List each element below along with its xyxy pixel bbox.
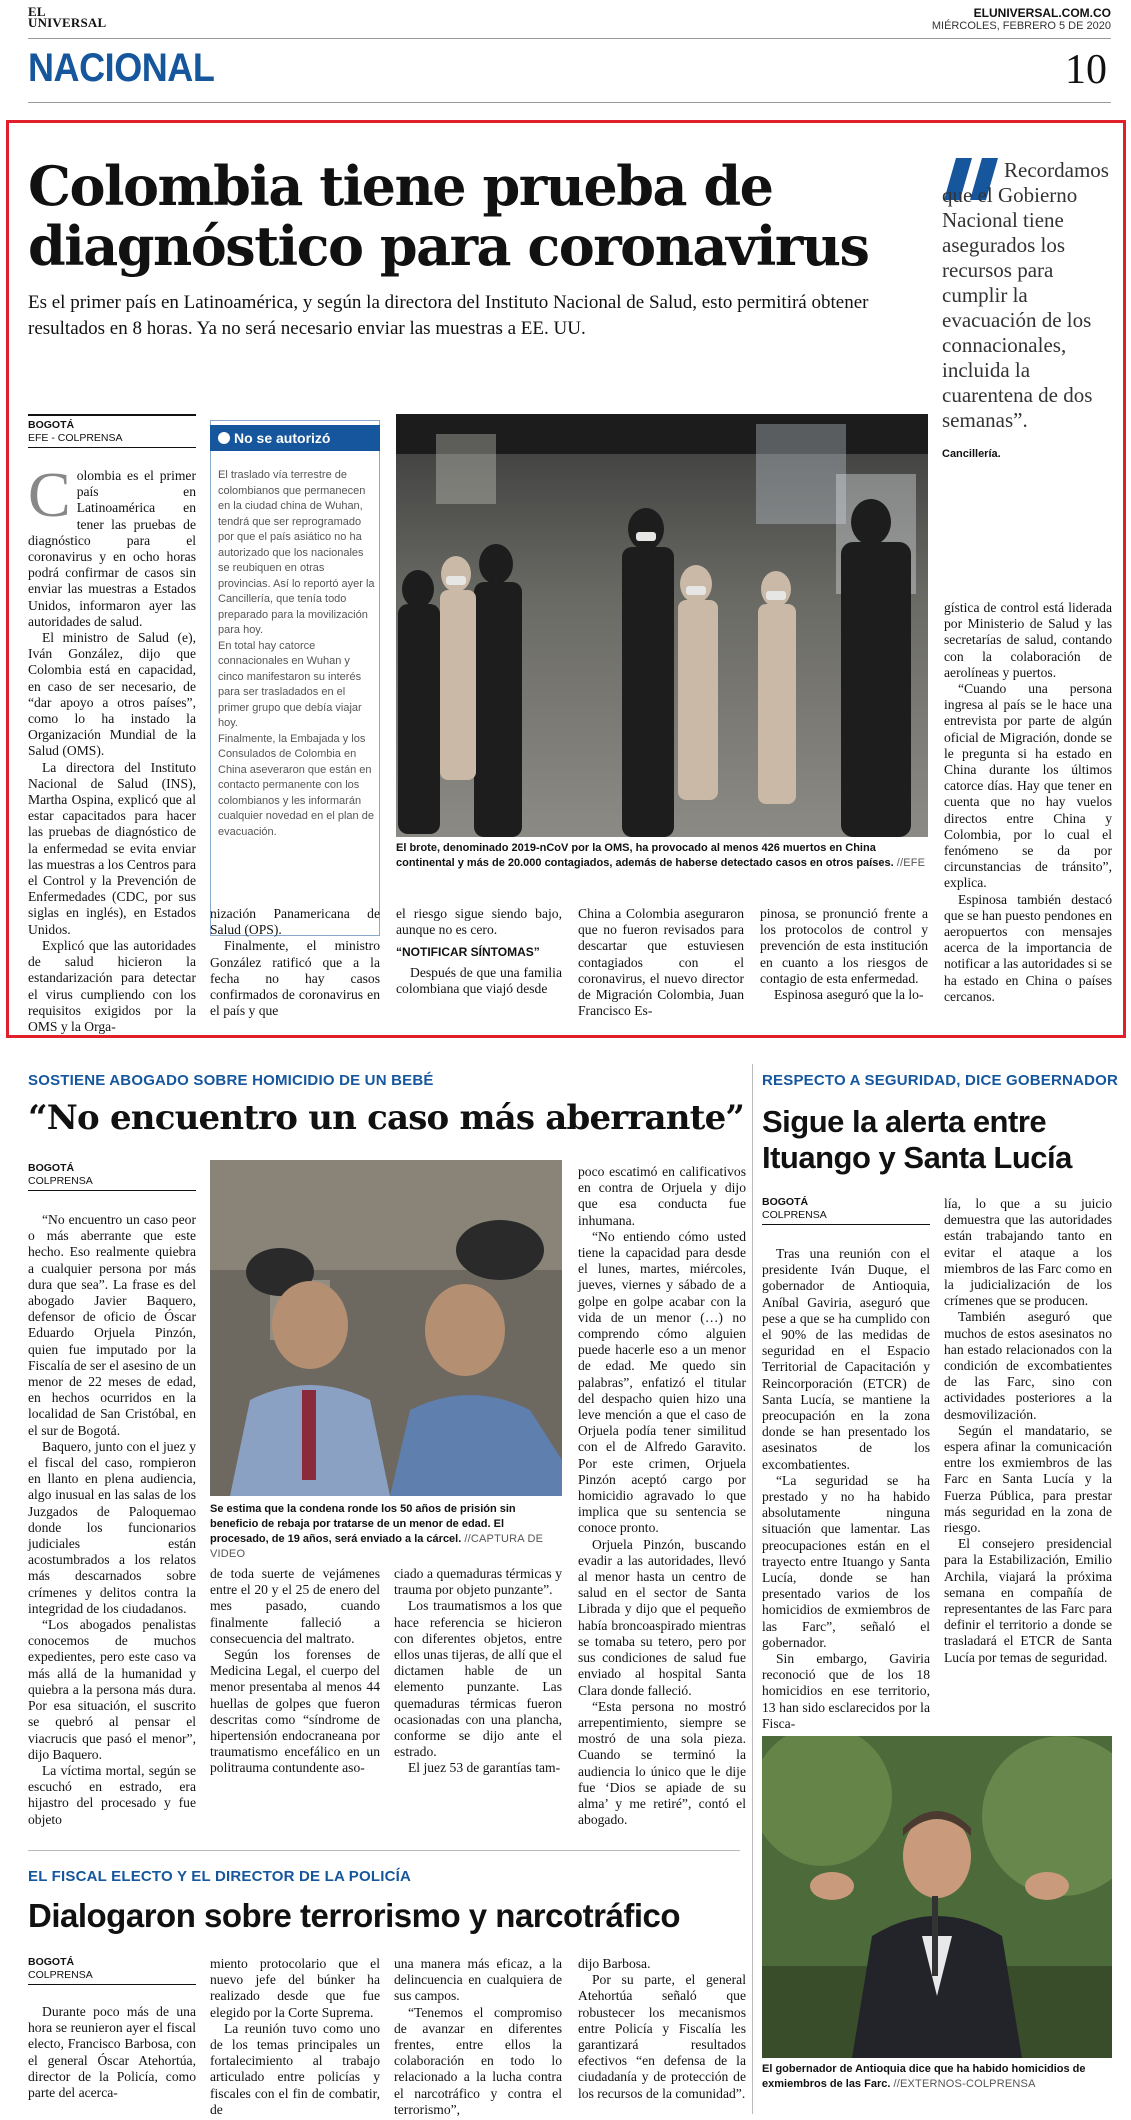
pull-quote-source: Cancillería. bbox=[942, 448, 1001, 460]
story2-column-1 bbox=[28, 1212, 196, 1828]
story3-headline: Sigue la alerta entre Ituango y Santa Lucía bbox=[762, 1104, 1072, 1175]
lead-paragraph: Después de que una familia colombiana que viajó desde bbox=[396, 964, 562, 996]
byline-city: BOGOTÁ bbox=[28, 419, 75, 431]
story4-column-4 bbox=[578, 1956, 746, 2102]
lead-column-4 bbox=[578, 906, 744, 1019]
byline-underline bbox=[28, 1984, 196, 1985]
story2-paragraph: Orjuela Pinzón, buscando evadir a las autoridades, llevó al menor hasta un centro de salud en el sector de Santa Librada y dijo que el pequeño había broncoaspirado mientras se tomaba su tetero, pero por sus condiciones de salud fue enviado al hospital Santa Clara donde falleció. bbox=[578, 1536, 746, 1698]
story3-photo-caption bbox=[762, 2062, 1112, 2092]
story4-column-2 bbox=[210, 1956, 380, 2118]
lead-byline bbox=[28, 414, 196, 448]
story4-column-1 bbox=[28, 2004, 196, 2101]
photo-credit: //CAPTURA DE VIDEO bbox=[210, 1533, 544, 1560]
lead-paragraph-4: Explicó que las autoridades de salud hicieron la estandarización para detectar el virus cumpliendo con los requisitos exigidos por la OMS y la Orga- bbox=[28, 937, 196, 1034]
byline-rule bbox=[28, 414, 196, 416]
byline-underline bbox=[28, 447, 196, 448]
story4-paragraph: La reunión tuvo como uno de los temas principales un fortalecimiento al trabajo articulado entre policías y fiscales con el fin de combatir, de bbox=[210, 2020, 380, 2117]
story4-kicker: EL FISCAL ELECTO Y EL DIRECTOR DE LA POLICÍA bbox=[28, 1868, 412, 1885]
story4-paragraph: “Tenemos el compromiso de avanzar en diferentes frentes, entre ellos la colaboración en todo lo relacionado a la lucha contra el narcotráfico y contra el terrorismo”, bbox=[394, 2004, 562, 2117]
logo-line-1: EL bbox=[28, 4, 46, 19]
byline-underline bbox=[28, 1190, 196, 1191]
byline-agency: COLPRENSA bbox=[28, 1969, 93, 1981]
story2-column-4 bbox=[578, 1164, 746, 1828]
governor-portrait-image bbox=[762, 1736, 1112, 2058]
lead-paragraph: Espinosa también destacó que se han puesto pendones en aeropuertos con mensajes acerca de la importancia de notificar a las autoridades si se ha estado en China o países cercanos. bbox=[944, 891, 1112, 1004]
story3-paragraph: Según el mandatario, se espera afinar la comunicación entre los exmiembros de las Farc en Santa Lucía y la Fuerza Pública, para prestar más seguridad en la zona de riesgo. bbox=[944, 1422, 1112, 1536]
byline-underline bbox=[762, 1224, 930, 1225]
story4-paragraph: una manera más eficaz, a la delincuencia en cualquiera de sus campos. bbox=[394, 1956, 562, 2004]
story2-column-2 bbox=[210, 1566, 380, 1777]
byline-city: BOGOTÁ bbox=[762, 1196, 809, 1208]
lead-paragraph-1 bbox=[28, 459, 196, 630]
lead-photo-caption bbox=[396, 841, 928, 871]
story2-photo bbox=[210, 1160, 562, 1496]
lead-paragraph-1-text: olombia es el primer país en Latinoamérica en tener las pruebas de diagnóstico para el coronavirus y en ocho horas podrá confirmar de casos sin enviar las muestras a Estados Unidos, informaron ayer las autoridades de salud. bbox=[28, 468, 196, 629]
story4-byline bbox=[28, 1956, 196, 1985]
byline-agency: EFE - COLPRENSA bbox=[28, 432, 123, 444]
story4-paragraph: dijo Barbosa. bbox=[578, 1956, 651, 1971]
story3-paragraph: También aseguró que muchos de estos asesinatos no han estado relacionados con la condición de excombatientes de las Farc, sino con actividades posteriores a la desmovilización. bbox=[944, 1309, 1112, 1422]
lead-paragraph: pinosa, se pronunció frente a los protocolos de control y prevención de esta institución en cuanto a los riesgos de contagio de esta enfermedad. bbox=[760, 906, 928, 986]
lead-paragraph: China a Colombia aseguraron que no fueron revisados para descartar que estuviesen contagiados con el coronavirus, el nuevo director de Migración Colombia, Juan Francisco Es- bbox=[578, 906, 744, 1019]
story3-column-2 bbox=[944, 1196, 1112, 1666]
lead-paragraph-2: El ministro de Salud (e), Iván González, dijo que Colombia está en capacidad, en caso de ser necesario, de “dar apoyo a otros países”, como lo ha instado la Organización Mundial de la Salud (OMS). bbox=[28, 630, 196, 759]
lead-paragraph: nización Panamericana de Salud (OPS). bbox=[210, 906, 380, 938]
bullet-icon bbox=[218, 432, 230, 444]
story2-paragraph: “No entiendo cómo usted tiene la capacidad para desde el lunes, martes, miércoles, jueves, viernes y sábado de a golpe en golpe acabar con la vida de un menor (…) no comprendo cómo alguien puede hacerle eso a un menor de edad. Me quedo sin palabras”, enfatizó el titular del despacho quien hizo una leve mención a que el caso de Orjuela podía tener similitud con el de Alfredo Garavito. Por este crimen, Orjuela Pinzón aceptó cargo por homicidio agravado lo que implica que su sentencia se conoce pronto. bbox=[578, 1228, 746, 1536]
story2-headline: “No encuentro un caso más aberrante” bbox=[28, 1098, 745, 1138]
story2-byline bbox=[28, 1162, 196, 1191]
sidebar-title: No se autorizó bbox=[234, 430, 331, 446]
byline-agency: COLPRENSA bbox=[28, 1175, 93, 1187]
story3-photo bbox=[762, 1736, 1112, 2058]
lead-column-5 bbox=[760, 906, 928, 1003]
story4-paragraph: Durante poco más de una hora se reunieron ayer el fiscal electo, Francisco Barbosa, con el general Óscar Atehortúa, director de la Policía, como parte del acerca- bbox=[28, 2004, 196, 2101]
page-number: 10 bbox=[1065, 47, 1107, 93]
lead-column-6 bbox=[944, 600, 1112, 1005]
courtroom-image bbox=[210, 1160, 562, 1496]
story2-photo-caption bbox=[210, 1502, 562, 1562]
sidebar-header bbox=[210, 425, 380, 451]
logo-line-2: UNIVERSAL bbox=[28, 15, 107, 30]
caption-text: El brote, denominado 2019-nCoV por la OMS, ha provocado al menos 426 muertos en China continental y más de 20.000 contagiados, además de haberse detectado casos en otros países. bbox=[396, 842, 894, 869]
lead-paragraph: Finalmente, el ministro González ratificó que a la fecha no hay casos confirmados de coronavirus en el país y que bbox=[210, 938, 380, 1019]
sidebar-paragraph: El traslado vía terrestre de colombianos que permanecen en la ciudad china de Wuhan, tendrá que ser reprogramado por que el país asiático no ha autorizado que los nacionales se reubiquen en otras provincias. Así lo reportó ayer la Cancillería, que tenía todo preparado para la movilización para hoy. bbox=[218, 469, 375, 636]
story2-paragraph: de toda suerte de vejámenes entre el 20 y el 25 de enero del mes pasado, cuando finalmente falleció a consecuencia del maltrato. bbox=[210, 1566, 380, 1646]
story2-paragraph: La víctima mortal, según se escuchó en estrado, era hijastro del procesado y fue objeto bbox=[28, 1762, 196, 1827]
newspaper-logo bbox=[28, 6, 106, 28]
lead-deck: Es el primer país en Latinoamérica, y según la directora del Instituto Nacional de Salud, esto permitirá obtener resultados en 8 horas. Ya no será necesario enviar las muestras a EE. UU. bbox=[28, 292, 869, 339]
story3-paragraph: “La seguridad se ha prestado y no ha habido absolutamente ninguna situación que lamentar. Las preocupaciones están en el trayecto entre Ituango y Santa Lucía, donde se han presentado varios de los homicidios de exmiembros de las Farc”, señaló el gobernador. bbox=[762, 1472, 930, 1650]
sidebar-paragraph: En total hay catorce connacionales en Wuhan y cinco manifestaron su interés para ser trasladados en el primer grupo que debía viajar hoy. bbox=[218, 639, 362, 729]
story2-column-3 bbox=[394, 1566, 562, 1777]
story2-paragraph: Según los forenses de Medicina Legal, el cuerpo del menor presentaba al menos 44 huellas de golpes que fueron descritas como “síndrome de hipertensión endocraneana por traumatismo encefálico en un politrauma contundente aso- bbox=[210, 1647, 380, 1776]
lead-column-3 bbox=[396, 906, 562, 997]
story2-paragraph: Baquero, junto con el juez y el fiscal del caso, rompieron en llanto en plena audiencia, algo inusual en las salas de los Juzgados de Paloquemao donde los funcionarios judiciales están acostumbrados a los relatos más descarnados sobre crímenes y delitos contra la integridad de los ciudadanos. bbox=[28, 1438, 196, 1616]
lead-paragraph: gística de control está liderada por Ministerio de Salud y las secretarías de salud, contando con la colaboración de aerolíneas y puertos. bbox=[944, 600, 1112, 680]
lead-photo bbox=[396, 414, 928, 837]
lead-subhead: “NOTIFICAR SÍNTOMAS” bbox=[396, 945, 540, 960]
sidebar-body bbox=[218, 468, 376, 840]
section-title: NACIONAL bbox=[28, 46, 215, 90]
story2-paragraph: Los traumatismos a los que hace referencia se hicieron con diferentes objetos, entre ellos unas tijeras, de allí que el dictamen hable de un elemento punzante. Las quemaduras térmicas fueron ocasionadas con una plancha, conforme se dijo ante el estrado. bbox=[394, 1598, 562, 1760]
story3-paragraph: Sin embargo, Gaviria reconoció que de los 18 homicidios en ese territorio, 13 han sido esclarecidos por la Fisca- bbox=[762, 1651, 930, 1731]
story3-byline bbox=[762, 1196, 930, 1225]
publication-date: MIÉRCOLES, FEBRERO 5 DE 2020 bbox=[931, 20, 1111, 32]
story3-paragraph: El consejero presidencial para la Estabilización, Emilio Archila, viajará la próxima semana en compañía de representantes de las Farc para definir el territorio a donde se trasladará el ETCR de Santa Lucía por temas de seguridad. bbox=[944, 1536, 1112, 1665]
airport-crowd-image bbox=[396, 414, 928, 837]
lead-paragraph: el riesgo sigue siendo bajo, aunque no es cero. bbox=[396, 906, 562, 938]
dropcap: C bbox=[28, 459, 71, 530]
lead-headline: Colombia tiene prueba de diagnóstico para coronavirus bbox=[28, 154, 869, 278]
lead-paragraph-3: La directora del Instituto Nacional de Salud (INS), Martha Ospina, explicó que al estar capacitados para hacer las pruebas de diagnóstico de la enfermedad se evita enviar las muestras a los Centros para el Control y la Prevención de Enfermedades (CDC, por sus siglas en inglés), en Estados Unidos. bbox=[28, 759, 196, 937]
byline-city: BOGOTÁ bbox=[28, 1162, 75, 1174]
photo-credit: //EXTERNOS-COLPRENSA bbox=[893, 2078, 1036, 2090]
lead-paragraph: Espinosa aseguró que la lo- bbox=[774, 987, 924, 1003]
caption-text: Se estima que la condena ronde los 50 años de prisión sin beneficio de rebaja por tratarse de un menor de edad. El procesado, de 19 años, será enviado a la cárcel. bbox=[210, 1503, 516, 1545]
story4-paragraph: Por su parte, el general Atehortúa señaló que robustecer los mecanismos entre Policía y Fiscalía les garantizará resultados efectivos “en defensa de la ciudadanía y de protección de los recursos de la comunidad”. bbox=[578, 1972, 746, 2101]
section-divider bbox=[28, 102, 1111, 103]
lead-paragraph: “Cuando una persona ingresa al país se le hace una entrevista por parte de algún oficial de Migración, donde se le pregunta si ha estado en China durante los últimos catorce días. Hay que tener en cuenta que no hay vuelos directos entre China y Colombia, por lo cual el fenómeno se da por circunstancias de tránsito”, explica. bbox=[944, 681, 1112, 891]
site-info bbox=[932, 6, 1111, 32]
story3-column-1 bbox=[762, 1246, 930, 1732]
story4-divider bbox=[28, 1850, 740, 1851]
caption-text: El gobernador de Antioquia dice que ha habido homicidios de exmiembros de las Farc. bbox=[762, 2063, 1086, 2090]
story2-kicker: SOSTIENE ABOGADO SOBRE HOMICIDIO DE UN BEBÉ bbox=[28, 1072, 434, 1089]
sidebar-paragraph: Finalmente, la Embajada y los Consulados de Colombia en China aseveraron que están en contacto permanente con los colombianos y les informarán cualquier novedad en el plan de evacuación. bbox=[218, 732, 374, 838]
story3-paragraph: lía, lo que a su juicio demuestra que las autoridades están trabajando tanto en evitar el ataque a los miembros de las Farc como en la judicialización de los crímenes que se producen. bbox=[944, 1196, 1112, 1309]
byline-agency: COLPRENSA bbox=[762, 1209, 827, 1221]
column-divider bbox=[752, 1064, 753, 2114]
story4-paragraph: miento protocolario que el nuevo jefe del búnker ha realizado desde que fue elegido por la Corte Suprema. bbox=[210, 1956, 380, 2020]
story2-paragraph: ciado a quemaduras térmicas y trauma por objeto punzante”. bbox=[394, 1566, 562, 1598]
story3-kicker: RESPECTO A SEGURIDAD, DICE GOBERNADOR bbox=[762, 1072, 1119, 1089]
pull-quote: Recordamos que el Gobierno Nacional tiene asegurados los recursos para cumplir la evacuación de los connacionales, incluida la cuarentena de dos semanas”. bbox=[942, 158, 1109, 432]
lead-column-2 bbox=[210, 906, 380, 1019]
top-divider bbox=[28, 38, 1111, 39]
lead-column-1 bbox=[28, 459, 196, 1035]
story2-paragraph: “No encuentro un caso peor o más aberrante que este hecho. Eso realmente quiebra a cualquier persona por más dura que sea”. La frase es del abogado Javier Baquero, defensor de oficio de Óscar Eduardo Orjuela Pinzón, quien fue imputado por la Fiscalía de ser el asesino de un menor de 22 meses de edad, en hechos ocurridos en la localidad de San Cristóbal, en el sur de Bogotá. bbox=[28, 1212, 196, 1438]
photo-credit: //EFE bbox=[896, 857, 926, 869]
site-url[interactable]: ELUNIVERSAL.COM.CO bbox=[973, 6, 1111, 20]
story4-headline: Dialogaron sobre terrorismo y narcotráfico bbox=[28, 1897, 681, 1934]
story2-paragraph: “Los abogados penalistas conocemos de muchos expedientes, pero este caso va más allá de la humanidad y quiebra a la persona más dura. Por esa situación, el suscrito se quebró al pensar el viacrucis que pasó el menor”, dijo Baquero. bbox=[28, 1617, 196, 1762]
story3-paragraph: Tras una reunión con el presidente Iván Duque, el gobernador de Antioquia, Aníbal Gaviria, aseguró que pese a que se ha cumplido con el 90% de las medidas de seguridad en el Espacio Territorial de Capacitación y Reincorporación (ETCR) de Santa Lucía, se mantiene la preocupación en la zona donde se han presentado los asesinatos de los excombatientes. bbox=[762, 1246, 930, 1472]
story2-paragraph: “Esta persona no mostró arrepentimiento, siempre se mostró de una sola pieza. Cuando se terminó la audiencia lo único que le dije fue ‘Dios se apiade de su alma’ y me retiré”, contó el abogado. bbox=[578, 1698, 746, 1828]
byline-city: BOGOTÁ bbox=[28, 1956, 75, 1968]
story2-paragraph: poco escatimó en calificativos en contra de Orjuela y dijo que esa conducta fue inhumana. bbox=[578, 1164, 746, 1228]
story2-paragraph: El juez 53 de garantías tam- bbox=[408, 1760, 561, 1776]
story4-column-3 bbox=[394, 1956, 562, 2118]
